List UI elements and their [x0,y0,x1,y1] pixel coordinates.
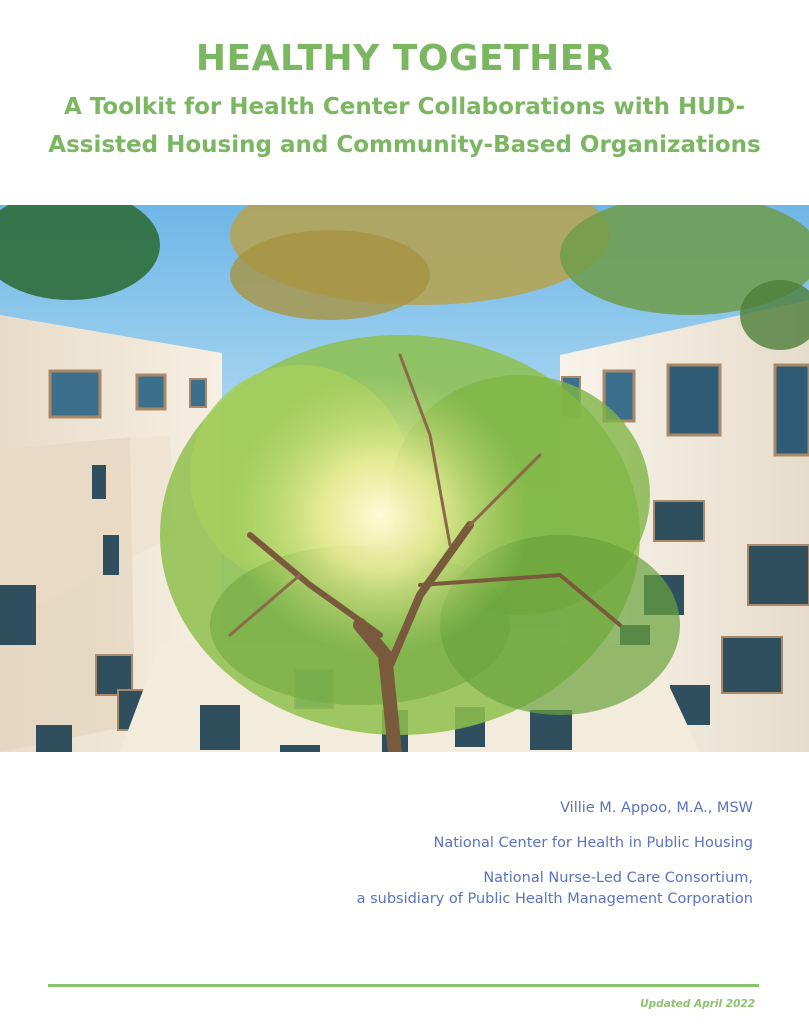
credits-block [153,798,753,910]
footer-divider [48,984,759,987]
cover-title: HEALTHY TOGETHER [195,38,614,79]
organization-ncha: National Center for Health in Public Housing [433,835,753,851]
organization-nnlcc-subsidiary: a subsidiary of Public Health Management Corporation [356,891,753,907]
organization-nnlcc: National Nurse-Led Care Consortium, [483,870,753,886]
cover-photo [0,205,809,752]
cover-subtitle: A Toolkit for Health Center Collaborations with HUD-Assisted Housing and Community-Based Organizations [48,94,761,158]
updated-date: Updated April 2022 [640,998,755,1010]
author-name: Villie M. Appoo, M.A., MSW [560,800,753,816]
